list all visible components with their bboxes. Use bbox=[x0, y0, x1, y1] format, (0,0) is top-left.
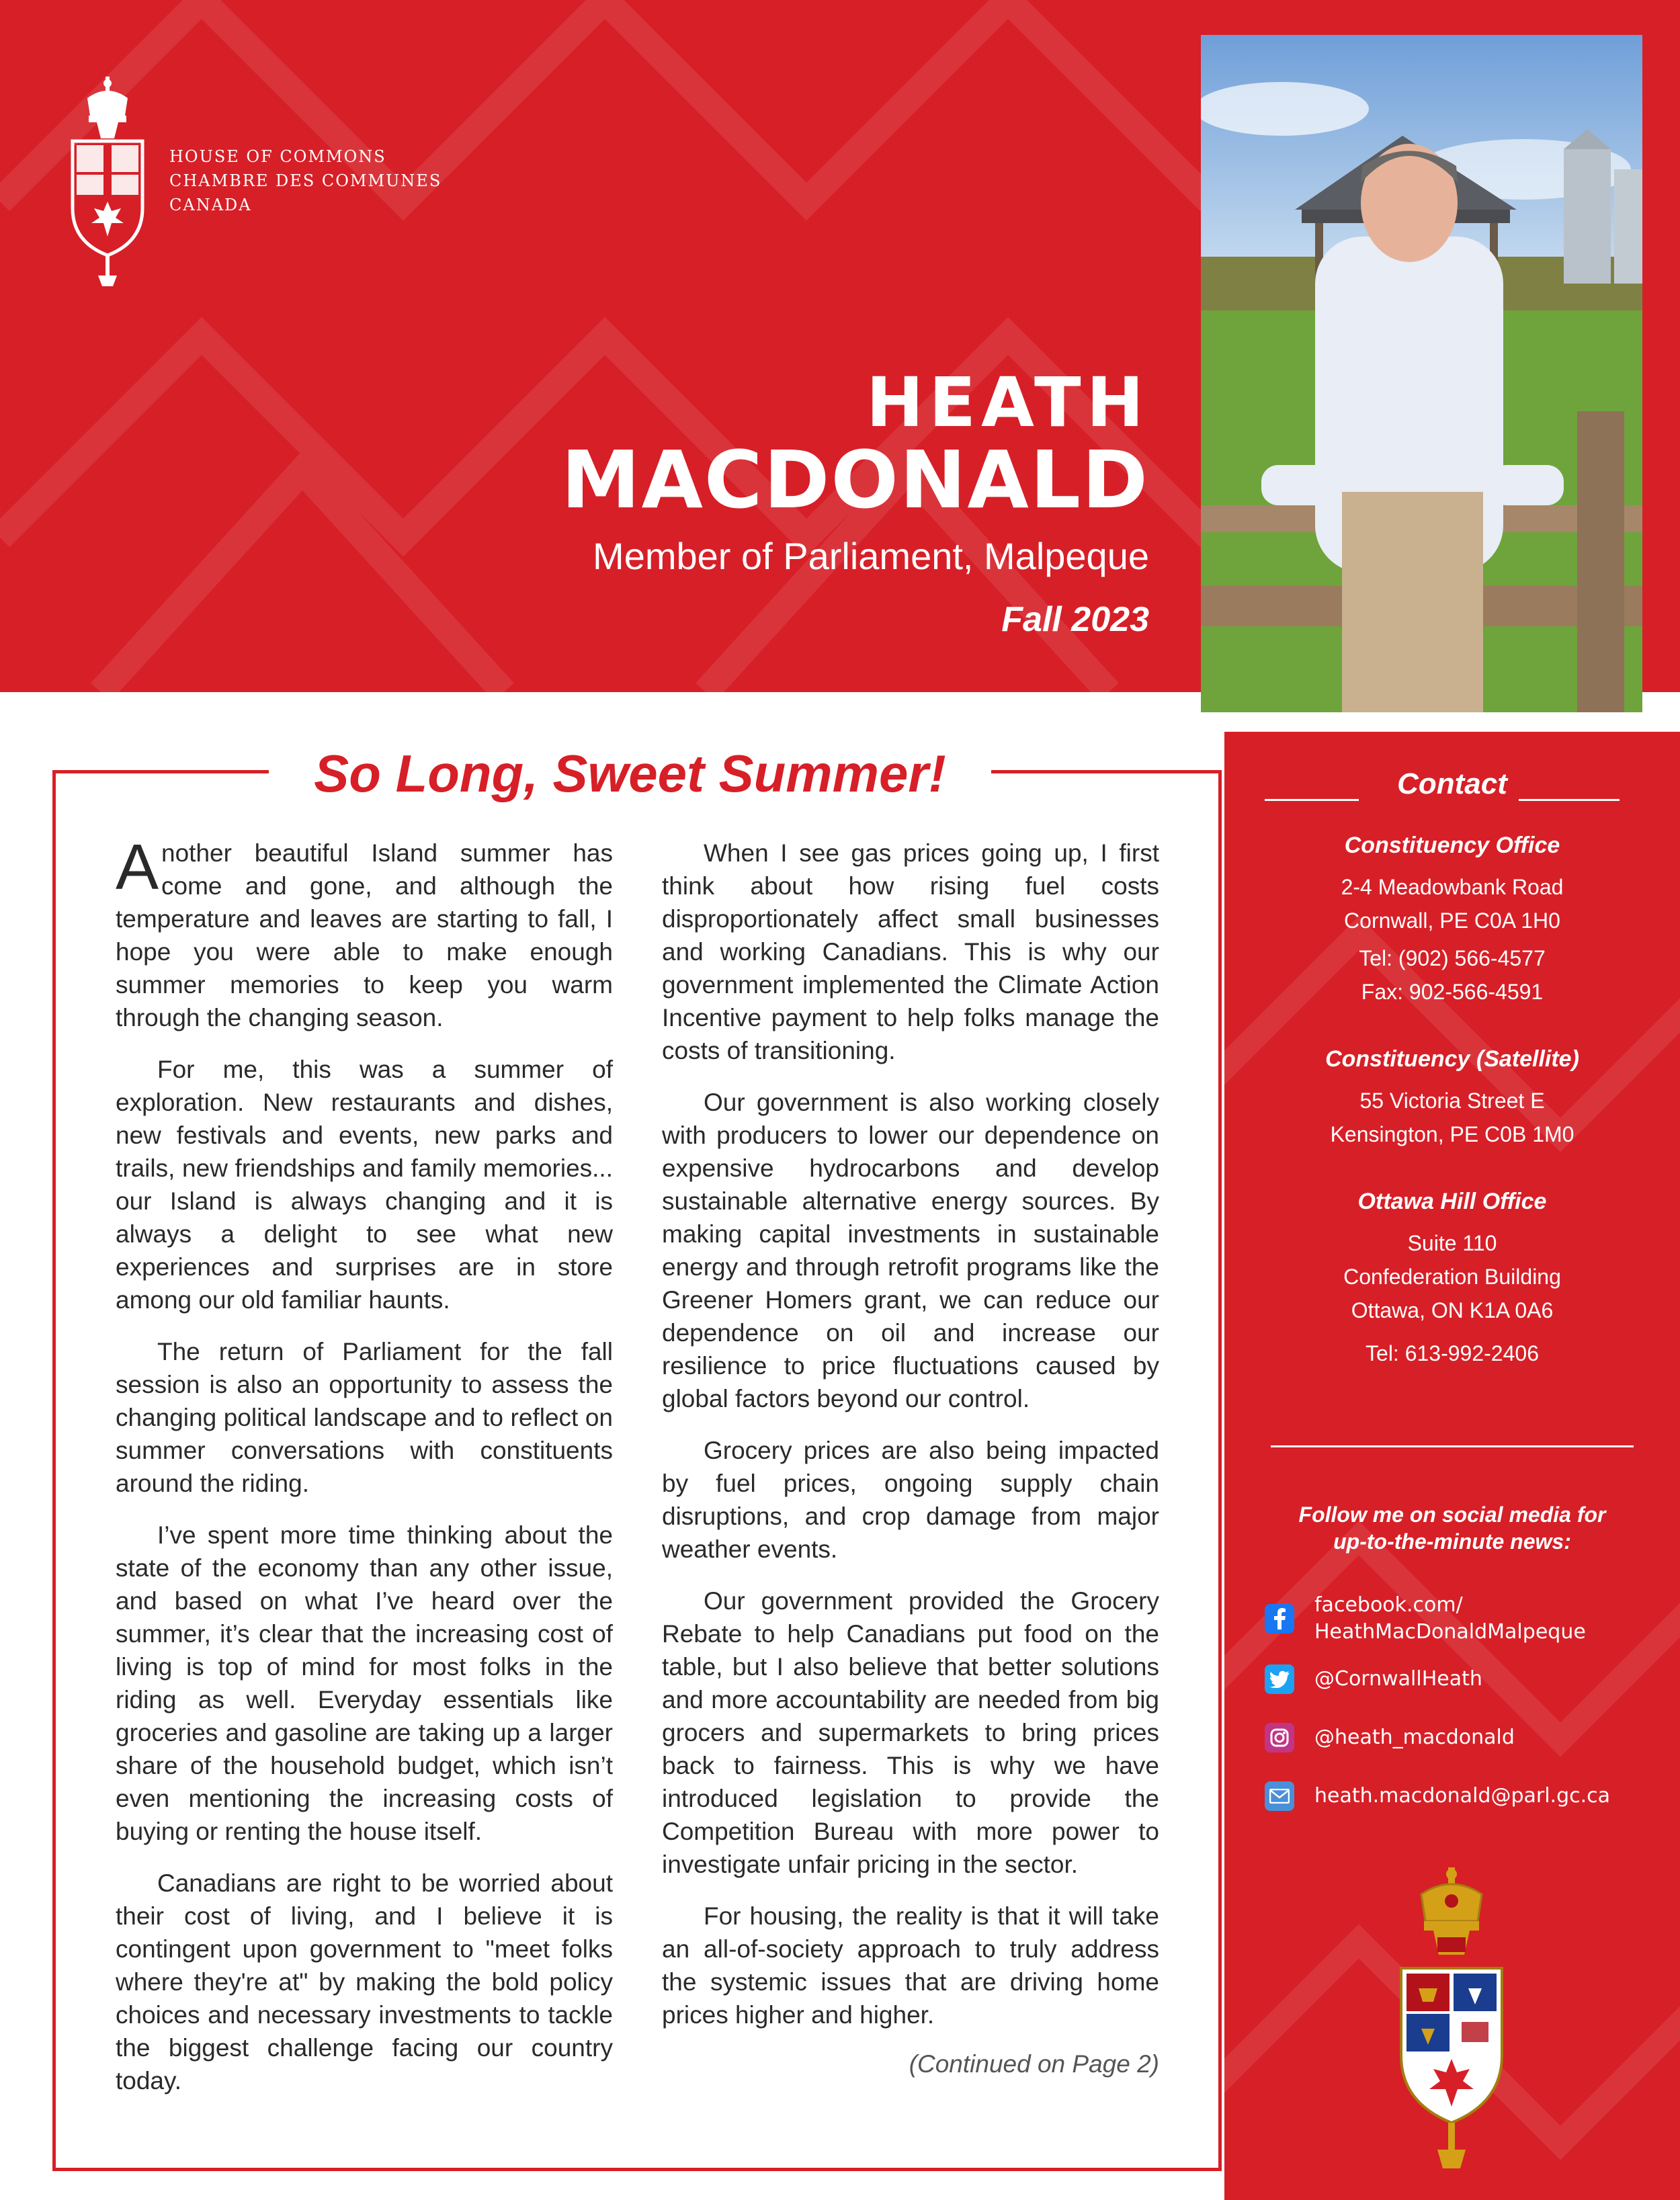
social-instagram[interactable] bbox=[1265, 1723, 1654, 1752]
office-satellite bbox=[1224, 1044, 1680, 1151]
contact-rule-right bbox=[1519, 799, 1620, 801]
office-phone: Tel: 613-992-2406 bbox=[1366, 1341, 1539, 1365]
edition-label: Fall 2023 bbox=[1001, 600, 1149, 639]
social-label: heath.macdonald@parl.gc.ca bbox=[1314, 1784, 1611, 1808]
office-title: Constituency Office bbox=[1344, 833, 1560, 858]
continued-note: (Continued on Page 2) bbox=[909, 2050, 1159, 2078]
title-rule-left bbox=[52, 770, 269, 773]
article-column-left bbox=[116, 831, 613, 2116]
article-paragraph: Our government provided the Grocery Rebate to help Canadians put food on the table, but I also believe that better solutions and more accountability are needed from big grocers and supermarkets to bring prices back to fairness. This is why we have introduced legislation to provide the Competition Bureau with more power to investigate unfair pricing in the sector. bbox=[662, 1587, 1159, 1878]
contact-sidebar bbox=[1224, 732, 1680, 2200]
office-title: Ottawa Hill Office bbox=[1357, 1189, 1547, 1214]
mp-photo bbox=[1201, 35, 1642, 712]
facebook-icon bbox=[1265, 1604, 1294, 1634]
office-address-line: Confederation Building bbox=[1343, 1265, 1561, 1289]
office-constituency bbox=[1224, 830, 1680, 1009]
country: CANADA bbox=[169, 196, 252, 214]
twitter-icon bbox=[1265, 1664, 1294, 1694]
office-address-line: Kensington, PE C0B 1M0 bbox=[1330, 1122, 1574, 1146]
house-en: HOUSE OF COMMONS bbox=[169, 147, 386, 166]
contact-title: Contact bbox=[1397, 767, 1507, 800]
article-paragraph: Grocery prices are also being impacted by fuel prices, ongoing supply chain disruptions, and crop damage from major weather events. bbox=[662, 1437, 1159, 1563]
contact-rule-left bbox=[1265, 799, 1359, 801]
house-of-commons-crest-icon bbox=[67, 74, 148, 289]
instagram-icon bbox=[1265, 1723, 1294, 1752]
contact-heading bbox=[1224, 757, 1680, 804]
article-paragraph: Our government is also working closely with producers to lower our dependence on expensive hydrocarbons and develop sustainable alternative energy sources. By making capital investments in sustainable energy and through retrofit programs like the Greener Homers grant, we can reduce our dependence on oil and increase our resilience to price fluctuations caused by global factors beyond our control. bbox=[662, 1089, 1159, 1412]
article-paragraph: When I see gas prices going up, I first think about how rising fuel costs disproportionately affect small businesses and working Canadians. This is why our government implemented the Climate Action Incentive payment to help folks manage the costs of transitioning. bbox=[662, 839, 1159, 1064]
social-twitter[interactable] bbox=[1265, 1664, 1654, 1694]
social-label: @heath_macdonald bbox=[1314, 1726, 1515, 1749]
article-paragraph: I’ve spent more time thinking about the state of the economy than any other issue, and based on what I’ve heard over the summer, it’s clear that the increasing cost of living is top of mind for most folks in the riding as well. Everyday essentials like groceries and gasoline are taking up a larger share of the household budget, which isn’t even mentioning the increasing costs of buying or renting the house itself. bbox=[116, 1521, 613, 1845]
title-rule-right bbox=[991, 770, 1222, 773]
article-paragraph: For me, this was a summer of exploration. New restaurants and dishes, new festivals and events, new parks and trails, new friendships and family memories... our Island is always changing and it is always a delight to see what new experiences and surprises are in store among our old familiar haunts. bbox=[116, 1056, 613, 1314]
social-label: @CornwallHeath bbox=[1314, 1667, 1482, 1691]
drop-cap: A bbox=[116, 831, 159, 903]
article-paragraph: The return of Parliament for the fall session is also an opportunity to assess the changing political landscape and to reflect on summer conversations with constituents around the riding. bbox=[116, 1338, 613, 1497]
last-name: MACDONALD bbox=[561, 433, 1149, 526]
mp-name-block bbox=[561, 363, 1149, 643]
office-address-line: 2-4 Meadowbank Road bbox=[1341, 875, 1564, 899]
article-paragraph: For housing, the reality is that it will take an all-of-society approach to truly address the systemic issues that are driving home prices higher and higher. bbox=[662, 1902, 1159, 2029]
sidebar-divider bbox=[1271, 1445, 1634, 1447]
house-fr: CHAMBRE DES COMMUNES bbox=[169, 171, 442, 190]
canada-coat-of-arms-icon bbox=[1394, 1867, 1509, 2170]
article-paragraph: Another beautiful Island summer has come and gone, and although the temperature and leaves are starting to fall, I hope you were able to make enough summer memories to keep you warm through the changing season. bbox=[116, 831, 613, 1031]
office-address-line: Suite 110 bbox=[1407, 1231, 1497, 1255]
mp-role: Member of Parliament, Malpeque bbox=[593, 535, 1149, 577]
office-address-line: Cornwall, PE C0A 1H0 bbox=[1344, 908, 1560, 933]
office-ottawa bbox=[1224, 1186, 1680, 1370]
office-phone: Tel: (902) 566-4577 bbox=[1359, 946, 1546, 970]
article-paragraph: Canadians are right to be worried about their cost of living, and I believe it is contingent upon government to "meet folks where they're at" by making the bold policy choices and necessary investments to tackle the biggest challenge facing our country today. bbox=[116, 1869, 613, 2095]
office-fax: Fax: 902-566-4591 bbox=[1361, 980, 1544, 1004]
first-name: HEATH bbox=[866, 363, 1149, 443]
office-title: Constituency (Satellite) bbox=[1325, 1046, 1579, 1072]
office-address-line: 55 Victoria Street E bbox=[1359, 1089, 1545, 1113]
social-label: HeathMacDonaldMalpeque bbox=[1314, 1620, 1586, 1644]
social-facebook[interactable] bbox=[1265, 1592, 1654, 1646]
follow-prompt: Follow me on social media for up-to-the-minute news: bbox=[1298, 1503, 1606, 1554]
email-icon bbox=[1265, 1781, 1294, 1811]
social-email[interactable] bbox=[1265, 1781, 1654, 1811]
article-column-right bbox=[662, 837, 1159, 2099]
social-label: facebook.com/ bbox=[1314, 1593, 1463, 1617]
article-title: So Long, Sweet Summer! bbox=[314, 744, 946, 803]
house-of-commons-wordmark bbox=[169, 144, 442, 217]
office-address-line: Ottawa, ON K1A 0A6 bbox=[1351, 1298, 1554, 1322]
